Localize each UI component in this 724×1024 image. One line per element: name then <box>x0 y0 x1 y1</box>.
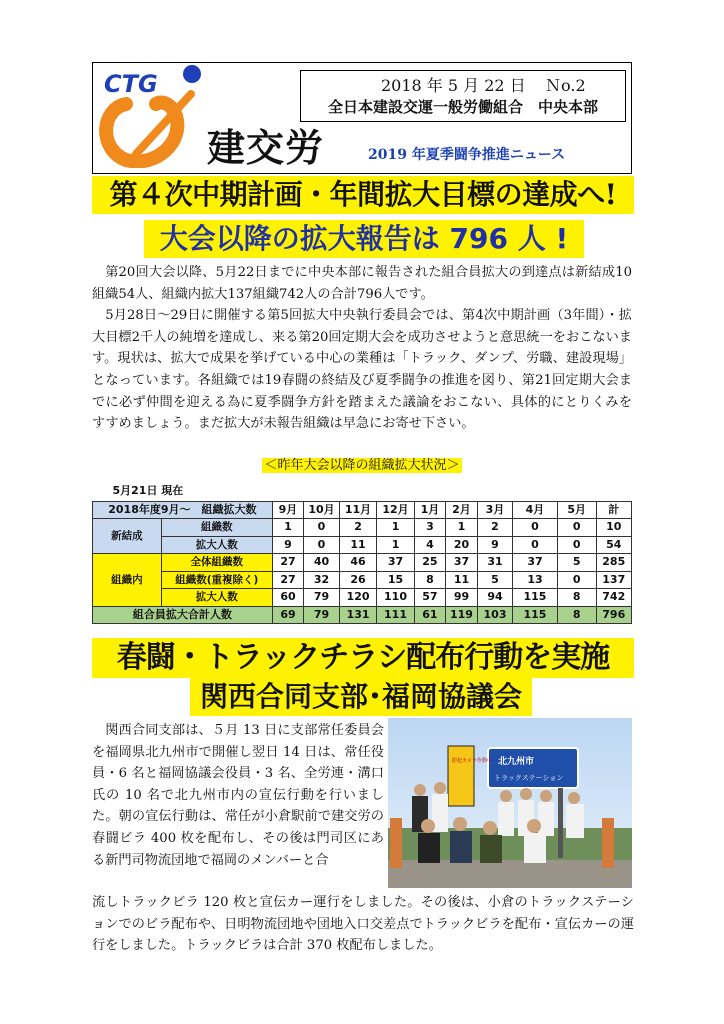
table-cell: 0 <box>513 536 558 554</box>
photo-banner-text: 防犯カメラ作動中 <box>452 758 493 764</box>
photo-post-left <box>390 818 402 868</box>
table-cell: 0 <box>304 519 340 537</box>
table-cell: 11 <box>446 571 478 589</box>
table-cell: 0 <box>513 519 558 537</box>
table-cell: 0 <box>304 536 340 554</box>
org-short-name: 建交労 <box>207 126 325 170</box>
photo-sign-pole <box>558 788 563 858</box>
table-as-of: 5月21日 現在 <box>93 481 632 501</box>
table-cell: 79 <box>304 589 340 607</box>
table-cell: 1 <box>272 519 303 537</box>
table-month-header: 5月 <box>557 501 596 519</box>
table-row-label: 拡大人数 <box>161 536 272 554</box>
table-cell: 2 <box>477 519 512 537</box>
table-month-header: 12月 <box>377 501 414 519</box>
table-cell: 1 <box>446 519 478 537</box>
table-cell: 0 <box>557 536 596 554</box>
logo-dot-icon <box>183 65 201 83</box>
table-total-cell: 79 <box>304 606 340 624</box>
table-cell: 5 <box>557 554 596 572</box>
table-total-cell: 61 <box>414 606 445 624</box>
table-total-cell: 103 <box>477 606 512 624</box>
table-cell: 0 <box>557 571 596 589</box>
photo-banner <box>448 746 474 806</box>
table-cell: 94 <box>477 589 512 607</box>
table-cell: 9 <box>477 536 512 554</box>
photo-station-sign <box>488 748 578 788</box>
table-row <box>93 554 632 572</box>
issue-date: 2018 年 5 月 22 日 <box>381 76 526 95</box>
table-total-cell: 119 <box>446 606 478 624</box>
table-cell: 1 <box>377 536 414 554</box>
table-cell: 120 <box>339 589 376 607</box>
table-cell: 37 <box>446 554 478 572</box>
article2-continuation: 流しトラックビラ 120 枚と宣伝カー運行をしました。その後は、小倉のトラックステーションでのビラ配布や、日明物流団地や団地入口交差点でトラックビラを配布・宣伝カーの運行をしました。トラックビラは合計 370 枚配布しました。 <box>92 895 634 954</box>
article-paragraph: 第20回大会以降、5月22日までに中央本部に報告された組合員拡大の到達点は新結成10組織54人、組織内拡大137組織742人の合計796人です。 <box>92 265 632 302</box>
table-cell: 8 <box>414 571 445 589</box>
table-month-header: 10月 <box>304 501 340 519</box>
org-full-name: 全日本建設交運一般労働組合 中央本部 <box>327 98 598 116</box>
table-cell: 60 <box>272 589 303 607</box>
headline-article2: 春闘・トラックチラシ配布行動を実施 <box>92 638 634 678</box>
table-cell: 742 <box>596 589 631 607</box>
issue-number: Ｎo.2 <box>545 76 586 95</box>
table-month-header: 4月 <box>513 501 558 519</box>
table-cell: 40 <box>304 554 340 572</box>
table-row-label: 全体組織数 <box>161 554 272 572</box>
headline-article2-sub: 関西合同支部･福岡協議会 <box>190 678 532 716</box>
table-cell: 25 <box>414 554 445 572</box>
ctg-logo <box>96 64 206 168</box>
table-cell: 2 <box>339 519 376 537</box>
table-month-header: 11月 <box>339 501 376 519</box>
table-cell: 9 <box>272 536 303 554</box>
table-cell: 37 <box>513 554 558 572</box>
article2-paragraph: 関西合同支部は、５月 13 日に支部常任委員会を福岡県北九州市で開催し翌日 14 日は、常任役員・6 名と福岡協議会役員・3 名、全労連・溝口氏の 10 名で北九州市内の宣伝行動を行いました。朝の宣伝行動は、常任が小倉駅前で建交労の春闘ビラ 400 枚を配布し、その後は門司区にある新門司物流団地で福岡のメンバーと合 <box>92 723 384 868</box>
table-cell: 10 <box>596 519 631 537</box>
article-body <box>92 262 632 435</box>
table-cell: 285 <box>596 554 631 572</box>
table-cell: 11 <box>339 536 376 554</box>
table-total-cell: 69 <box>272 606 303 624</box>
table-cell: 137 <box>596 571 631 589</box>
table-cell: 115 <box>513 589 558 607</box>
photo-post-right <box>602 818 614 868</box>
logo-lettering <box>104 70 158 98</box>
logo-letters: CTG <box>104 70 158 98</box>
table-cell: 31 <box>477 554 512 572</box>
table-total-label: 組合員拡大合計人数 <box>93 606 273 624</box>
table-cell: 46 <box>339 554 376 572</box>
table-cell: 26 <box>339 571 376 589</box>
table-month-header: 9月 <box>272 501 303 519</box>
table-cell: 15 <box>377 571 414 589</box>
table-group-label: 新結成 <box>93 519 162 554</box>
expansion-table <box>92 481 632 624</box>
issue-info-box <box>300 70 626 122</box>
table-month-header: 1月 <box>414 501 445 519</box>
table-header-label: 2018年度9月～ 組織拡大数 <box>93 501 273 519</box>
article-paragraph: 5月28日～29日に開催する第5回拡大中央執行委員会では、第4次中期計画（3年間）・拡大目標2千人の純増を達成し、来る第20回定期大会を成功させようと意思統一をおこないます。現状は、拡大で成果を挙げている中心の業種は「トラック、ダンプ、労職、建設現場」となっています。各組織では19春闘の終結及び夏季闘争の推進を図り、第21回定期大会までに必ず仲間を迎える為に夏季闘争方針を踏まえた議論をおこない、具体的にとりくみをすすめましょう。まだ拡大が未報告組織は早急にお寄せ下さい。 <box>92 308 632 432</box>
table-cell: 8 <box>557 589 596 607</box>
table-cell: 27 <box>272 554 303 572</box>
table-row <box>93 571 632 589</box>
table-total-cell: 131 <box>339 606 376 624</box>
headline-sub: 大会以降の拡大報告は 796 人 ! <box>144 220 584 258</box>
group-photo <box>388 718 632 888</box>
table-row-label: 組織数(重複除く) <box>161 571 272 589</box>
photo-sign-sub: トラックステーション <box>494 774 564 782</box>
table-month-header: 2月 <box>446 501 478 519</box>
table-row <box>93 589 632 607</box>
table-month-header: 3月 <box>477 501 512 519</box>
table-cell: 99 <box>446 589 478 607</box>
table-cell: 0 <box>557 519 596 537</box>
headline-main: 第４次中期計画・年間拡大目標の達成へ! <box>92 176 634 214</box>
photo-sign-text: 北九州市 <box>498 757 535 767</box>
table-cell: 1 <box>377 519 414 537</box>
table-row-label: 組織数 <box>161 519 272 537</box>
table-total-row <box>93 606 632 624</box>
series-title: 2019 年夏季闘争推進ニュース <box>368 147 566 163</box>
table-caption-text: ＜昨年大会以降の組織拡大状況＞ <box>264 458 460 473</box>
table-cell: 13 <box>513 571 558 589</box>
table-cell: 37 <box>377 554 414 572</box>
table-total-cell: 796 <box>596 606 631 624</box>
table-caption <box>92 456 632 476</box>
table-month-header: 計 <box>596 501 631 519</box>
table-cell: 54 <box>596 536 631 554</box>
table-total-cell: 8 <box>557 606 596 624</box>
article2-body <box>92 720 384 871</box>
table-cell: 20 <box>446 536 478 554</box>
table-cell: 32 <box>304 571 340 589</box>
table-cell: 110 <box>377 589 414 607</box>
table-row <box>93 519 632 537</box>
table-cell: 5 <box>477 571 512 589</box>
table-row <box>93 536 632 554</box>
table-total-cell: 115 <box>513 606 558 624</box>
table-total-cell: 111 <box>377 606 414 624</box>
table-cell: 4 <box>414 536 445 554</box>
table-row-label: 拡大人数 <box>161 589 272 607</box>
table-group-label: 組織内 <box>93 554 162 607</box>
table-cell: 27 <box>272 571 303 589</box>
table-cell: 3 <box>414 519 445 537</box>
table-cell: 57 <box>414 589 445 607</box>
